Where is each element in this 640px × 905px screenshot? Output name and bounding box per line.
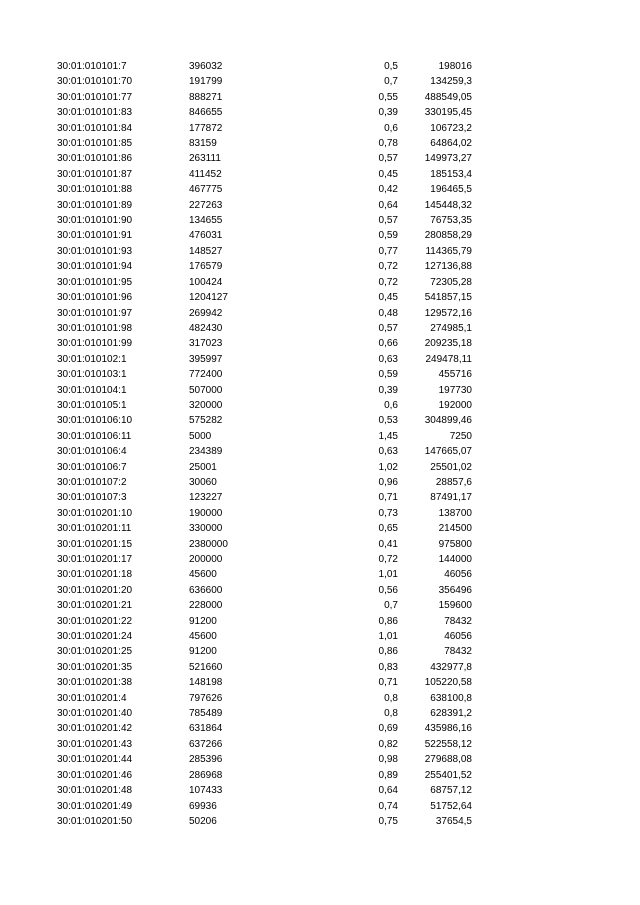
table-row (0, 151, 640, 166)
table-row (0, 90, 640, 105)
area-cell: 269942 (189, 307, 223, 319)
area-cell: 888271 (189, 91, 223, 103)
total-cell: 280858,29 (424, 230, 472, 242)
coefficient-cell: 0,39 (378, 384, 398, 396)
total-cell: 198016 (438, 61, 472, 72)
table-row (0, 182, 640, 197)
cadastral-number-cell: 30:01:010201:20 (57, 584, 133, 596)
coefficient-cell: 0,73 (378, 507, 398, 519)
cadastral-number-cell: 30:01:010201:25 (57, 646, 133, 658)
table-row (0, 59, 640, 74)
total-cell: 78432 (444, 615, 472, 627)
area-cell: 227263 (189, 199, 223, 211)
table-row (0, 336, 640, 351)
cadastral-number-cell: 30:01:010201:15 (57, 538, 133, 550)
cadastral-number-cell: 30:01:010101:84 (57, 122, 133, 134)
table-row (0, 752, 640, 767)
total-cell: 147665,07 (424, 446, 472, 458)
cadastral-number-cell: 30:01:010201:50 (57, 815, 133, 827)
area-cell: 637266 (189, 738, 223, 750)
coefficient-cell: 0,41 (378, 538, 398, 550)
cadastral-number-cell: 30:01:010101:86 (57, 153, 133, 165)
area-cell: 1204127 (189, 292, 228, 304)
total-cell: 522558,12 (424, 738, 472, 750)
area-cell: 176579 (189, 261, 223, 273)
coefficient-cell: 0,64 (378, 785, 398, 797)
coefficient-cell: 0,63 (378, 353, 398, 365)
table-row (0, 105, 640, 120)
table-row (0, 799, 640, 814)
area-cell: 234389 (189, 446, 223, 458)
cadastral-number-cell: 30:01:010201:18 (57, 569, 133, 581)
area-cell: 507000 (189, 384, 223, 396)
table-row (0, 275, 640, 290)
area-cell: 50206 (189, 815, 217, 827)
table-row (0, 383, 640, 398)
total-cell: 134259,3 (430, 76, 472, 88)
coefficient-cell: 0,86 (378, 646, 398, 658)
area-cell: 482430 (189, 322, 223, 334)
area-cell: 148198 (189, 677, 223, 689)
table-row (0, 644, 640, 659)
cadastral-number-cell: 30:01:010101:87 (57, 168, 133, 180)
area-cell: 411452 (189, 168, 222, 180)
cadastral-number-cell: 30:01:010201:22 (57, 615, 133, 627)
area-cell: 30060 (189, 476, 217, 488)
total-cell: 78432 (444, 646, 472, 658)
total-cell: 214500 (438, 523, 472, 535)
table-row (0, 121, 640, 136)
area-cell: 83159 (189, 138, 217, 150)
cadastral-number-cell: 30:01:010105:1 (57, 399, 127, 411)
coefficient-cell: 0,5 (384, 61, 398, 72)
table-row (0, 537, 640, 552)
cadastral-number-cell: 30:01:010102:1 (57, 353, 127, 365)
coefficient-cell: 0,72 (378, 554, 398, 565)
table-row (0, 74, 640, 89)
total-cell: 455716 (438, 369, 472, 381)
cadastral-number-cell: 30:01:010101:91 (57, 230, 133, 242)
coefficient-cell: 0,75 (378, 815, 398, 827)
coefficient-cell: 0,72 (378, 261, 398, 273)
area-cell: 200000 (189, 554, 223, 565)
table-row (0, 213, 640, 228)
total-cell: 209235,18 (424, 338, 472, 350)
coefficient-cell: 0,45 (378, 292, 398, 304)
total-cell: 435986,16 (424, 723, 472, 735)
table-row (0, 567, 640, 582)
table-row (0, 321, 640, 336)
total-cell: 192000 (438, 399, 472, 411)
table-row (0, 675, 640, 690)
area-cell: 476031 (189, 230, 223, 242)
cadastral-number-cell: 30:01:010201:21 (57, 600, 133, 612)
area-cell: 317023 (189, 338, 223, 350)
table-row (0, 228, 640, 243)
area-cell: 228000 (189, 600, 223, 612)
area-cell: 107433 (189, 785, 223, 797)
table-row (0, 721, 640, 736)
table-row (0, 167, 640, 182)
table-row (0, 598, 640, 613)
cadastral-number-cell: 30:01:010101:7 (57, 61, 127, 72)
cadastral-number-cell: 30:01:010201:4 (57, 692, 127, 704)
cadastral-number-cell: 30:01:010201:10 (57, 507, 133, 519)
table-row (0, 629, 640, 644)
total-cell: 87491,17 (430, 492, 472, 504)
coefficient-cell: 0,56 (378, 584, 398, 596)
table-row (0, 367, 640, 382)
coefficient-cell: 0,71 (378, 677, 398, 689)
total-cell: 64864,02 (430, 138, 472, 150)
total-cell: 185153,4 (430, 168, 472, 180)
table-row (0, 352, 640, 367)
coefficient-cell: 0,64 (378, 199, 398, 211)
table-row (0, 614, 640, 629)
coefficient-cell: 0,6 (384, 399, 398, 411)
table-row (0, 768, 640, 783)
area-cell: 191799 (189, 76, 223, 88)
total-cell: 76753,35 (430, 215, 472, 227)
total-cell: 149973,27 (424, 153, 472, 165)
area-cell: 330000 (189, 523, 223, 535)
cadastral-number-cell: 30:01:010201:38 (57, 677, 133, 689)
total-cell: 159600 (438, 600, 472, 612)
cadastral-number-cell: 30:01:010101:98 (57, 322, 133, 334)
cadastral-number-cell: 30:01:010101:70 (57, 76, 133, 88)
cadastral-number-cell: 30:01:010201:35 (57, 661, 133, 673)
coefficient-cell: 0,57 (378, 322, 398, 334)
area-cell: 785489 (189, 708, 223, 720)
table-row (0, 198, 640, 213)
table-row (0, 506, 640, 521)
table-row (0, 552, 640, 567)
cadastral-number-cell: 30:01:010107:2 (57, 476, 127, 488)
coefficient-cell: 0,55 (378, 91, 398, 103)
table-row (0, 521, 640, 536)
cadastral-number-cell: 30:01:010104:1 (57, 384, 127, 396)
total-cell: 279688,08 (424, 754, 472, 766)
cadastral-number-cell: 30:01:010106:7 (57, 461, 127, 473)
cadastral-number-cell: 30:01:010101:93 (57, 245, 133, 257)
cadastral-number-cell: 30:01:010107:3 (57, 492, 127, 504)
total-cell: 46056 (444, 569, 472, 581)
total-cell: 7250 (449, 430, 472, 442)
area-cell: 5000 (189, 430, 212, 442)
table-row (0, 444, 640, 459)
cadastral-number-cell: 30:01:010101:96 (57, 292, 133, 304)
cadastral-number-cell: 30:01:010101:85 (57, 138, 133, 150)
coefficient-cell: 1,01 (378, 569, 398, 581)
total-cell: 145448,32 (424, 199, 472, 211)
coefficient-cell: 0,72 (378, 276, 398, 288)
table-row (0, 290, 640, 305)
cadastral-number-cell: 30:01:010201:49 (57, 800, 133, 812)
total-cell: 249478,11 (425, 353, 472, 365)
coefficient-cell: 0,8 (384, 708, 398, 720)
coefficient-cell: 1,01 (378, 631, 398, 643)
area-cell: 286968 (189, 769, 223, 781)
total-cell: 274985,1 (430, 322, 472, 334)
total-cell: 114365,79 (425, 245, 472, 257)
total-cell: 197730 (438, 384, 472, 396)
total-cell: 68757,12 (430, 785, 472, 797)
table-row (0, 398, 640, 413)
coefficient-cell: 1,02 (378, 461, 398, 473)
table-row (0, 660, 640, 675)
coefficient-cell: 0,86 (378, 615, 398, 627)
area-cell: 846655 (189, 107, 223, 119)
area-cell: 797626 (189, 692, 223, 704)
table-row (0, 583, 640, 598)
cadastral-number-cell: 30:01:010103:1 (57, 369, 127, 381)
table-row (0, 737, 640, 752)
coefficient-cell: 0,71 (378, 492, 398, 504)
table-row (0, 475, 640, 490)
coefficient-cell: 0,96 (378, 476, 398, 488)
area-cell: 45600 (189, 569, 217, 581)
area-cell: 25001 (189, 461, 217, 473)
cadastral-number-cell: 30:01:010201:17 (57, 554, 133, 565)
cadastral-number-cell: 30:01:010201:48 (57, 785, 133, 797)
total-cell: 196465,5 (430, 184, 472, 196)
area-cell: 190000 (189, 507, 223, 519)
total-cell: 638100,8 (430, 692, 472, 704)
cadastral-number-cell: 30:01:010201:40 (57, 708, 133, 720)
area-cell: 320000 (189, 399, 223, 411)
coefficient-cell: 0,89 (378, 769, 398, 781)
total-cell: 304899,46 (424, 415, 472, 427)
coefficient-cell: 0,98 (378, 754, 398, 766)
total-cell: 541857,15 (424, 292, 472, 304)
total-cell: 628391,2 (430, 708, 472, 720)
table-row (0, 783, 640, 798)
cadastral-number-cell: 30:01:010201:24 (57, 631, 133, 643)
cadastral-number-cell: 30:01:010101:97 (57, 307, 133, 319)
total-cell: 37654,5 (435, 815, 472, 827)
coefficient-cell: 0,63 (378, 446, 398, 458)
area-cell: 134655 (189, 215, 223, 227)
coefficient-cell: 0,7 (384, 600, 398, 612)
table-row (0, 136, 640, 151)
data-table (0, 59, 640, 829)
table-row (0, 691, 640, 706)
coefficient-cell: 0,48 (378, 307, 398, 319)
area-cell: 396032 (189, 61, 223, 72)
table-row (0, 259, 640, 274)
table-row (0, 460, 640, 475)
coefficient-cell: 0,8 (384, 692, 398, 704)
coefficient-cell: 0,57 (378, 153, 398, 165)
total-cell: 72305,28 (430, 276, 472, 288)
coefficient-cell: 0,57 (378, 215, 398, 227)
coefficient-cell: 0,45 (378, 168, 398, 180)
coefficient-cell: 1,45 (378, 430, 398, 442)
cadastral-number-cell: 30:01:010101:77 (57, 91, 133, 103)
area-cell: 123227 (189, 492, 223, 504)
area-cell: 177872 (189, 122, 223, 134)
table-row (0, 244, 640, 259)
coefficient-cell: 0,6 (384, 122, 398, 134)
coefficient-cell: 0,39 (378, 107, 398, 119)
total-cell: 144000 (438, 554, 472, 565)
area-cell: 772400 (189, 369, 223, 381)
table-row (0, 429, 640, 444)
total-cell: 255401,52 (424, 769, 472, 781)
cadastral-number-cell: 30:01:010201:44 (57, 754, 133, 766)
area-cell: 69936 (189, 800, 217, 812)
cadastral-number-cell: 30:01:010101:95 (57, 276, 133, 288)
total-cell: 356496 (438, 584, 472, 596)
cadastral-number-cell: 30:01:010201:46 (57, 769, 133, 781)
total-cell: 25501,02 (430, 461, 472, 473)
cadastral-number-cell: 30:01:010101:88 (57, 184, 133, 196)
area-cell: 575282 (189, 415, 223, 427)
total-cell: 975800 (438, 538, 472, 550)
coefficient-cell: 0,83 (378, 661, 398, 673)
area-cell: 45600 (189, 631, 217, 643)
cadastral-number-cell: 30:01:010106:4 (57, 446, 127, 458)
cadastral-number-cell: 30:01:010201:11 (57, 523, 132, 535)
area-cell: 521660 (189, 661, 223, 673)
total-cell: 127136,88 (424, 261, 472, 273)
area-cell: 91200 (189, 615, 217, 627)
table-row (0, 306, 640, 321)
area-cell: 631864 (189, 723, 223, 735)
total-cell: 51752,64 (430, 800, 472, 812)
total-cell: 28857,6 (435, 476, 472, 488)
total-cell: 138700 (438, 507, 472, 519)
coefficient-cell: 0,65 (378, 523, 398, 535)
cadastral-number-cell: 30:01:010101:89 (57, 199, 133, 211)
area-cell: 263111 (189, 153, 221, 165)
total-cell: 105220,58 (424, 677, 472, 689)
total-cell: 488549,05 (424, 91, 472, 103)
cadastral-number-cell: 30:01:010106:11 (57, 430, 132, 442)
area-cell: 100424 (189, 276, 223, 288)
cadastral-number-cell: 30:01:010101:83 (57, 107, 133, 119)
coefficient-cell: 0,59 (378, 369, 398, 381)
total-cell: 46056 (444, 631, 472, 643)
area-cell: 148527 (189, 245, 223, 257)
total-cell: 106723,2 (430, 122, 472, 134)
area-cell: 285396 (189, 754, 223, 766)
coefficient-cell: 0,66 (378, 338, 398, 350)
total-cell: 129572,16 (424, 307, 472, 319)
cadastral-number-cell: 30:01:010101:94 (57, 261, 133, 273)
cadastral-number-cell: 30:01:010106:10 (57, 415, 133, 427)
coefficient-cell: 0,53 (378, 415, 398, 427)
coefficient-cell: 0,59 (378, 230, 398, 242)
area-cell: 2380000 (189, 538, 228, 550)
table-row (0, 814, 640, 829)
coefficient-cell: 0,77 (378, 245, 398, 257)
cadastral-number-cell: 30:01:010101:99 (57, 338, 133, 350)
area-cell: 636600 (189, 584, 223, 596)
table-row (0, 706, 640, 721)
area-cell: 395997 (189, 353, 223, 365)
coefficient-cell: 0,74 (378, 800, 398, 812)
cadastral-number-cell: 30:01:010201:42 (57, 723, 133, 735)
table-row (0, 490, 640, 505)
cadastral-number-cell: 30:01:010101:90 (57, 215, 133, 227)
coefficient-cell: 0,69 (378, 723, 398, 735)
total-cell: 330195,45 (424, 107, 472, 119)
coefficient-cell: 0,7 (384, 76, 398, 88)
coefficient-cell: 0,42 (378, 184, 398, 196)
area-cell: 467775 (189, 184, 223, 196)
table-row (0, 413, 640, 428)
cadastral-number-cell: 30:01:010201:43 (57, 738, 133, 750)
coefficient-cell: 0,78 (378, 138, 398, 150)
coefficient-cell: 0,82 (378, 738, 398, 750)
total-cell: 432977,8 (430, 661, 472, 673)
area-cell: 91200 (189, 646, 217, 658)
